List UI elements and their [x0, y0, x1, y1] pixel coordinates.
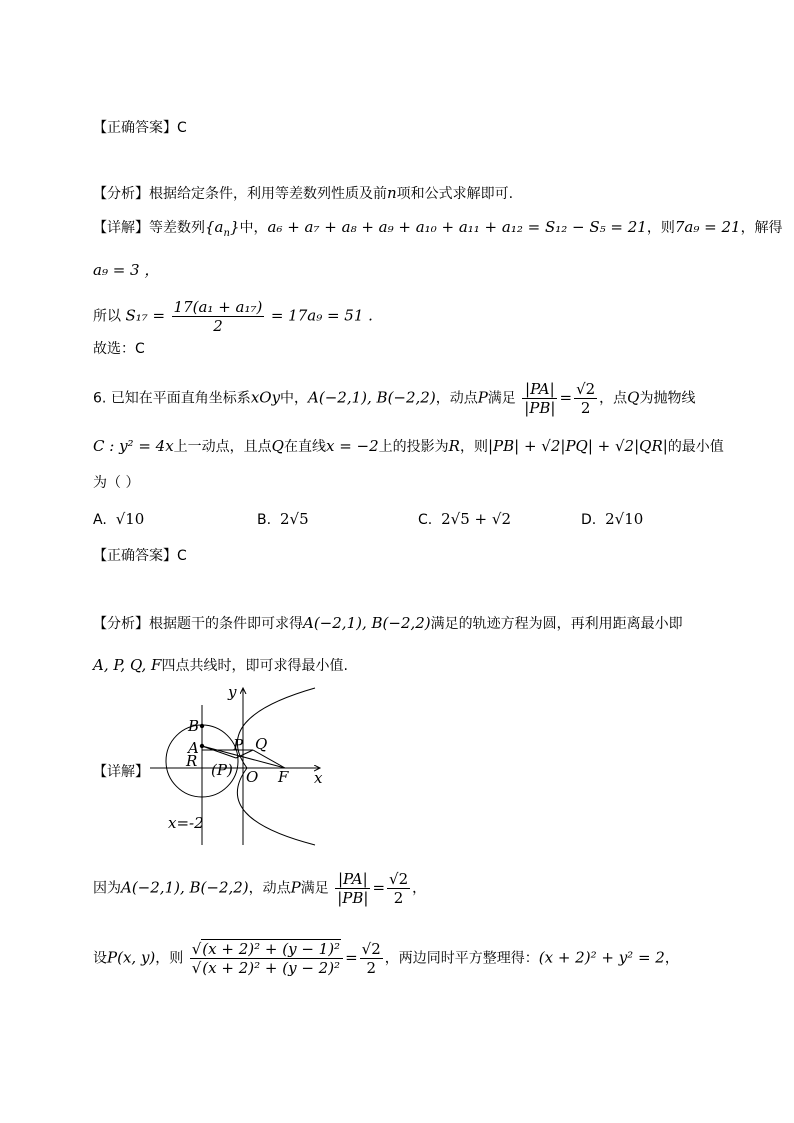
conclusion: 故选：C: [93, 341, 145, 357]
question-line-2: [93, 436, 724, 457]
detail-label-2: 【详解】: [93, 764, 149, 780]
sqrt2-over-2: $\frac{√2}{2}$: [576, 380, 596, 417]
option-a[interactable]: A. √10: [93, 510, 145, 528]
parabola-curve: [237, 688, 315, 845]
q-text: ，点: [599, 390, 628, 407]
points-apqf: A, P, Q, F: [93, 656, 162, 674]
var-n: n: [387, 184, 397, 202]
analysis-label: 【分析】: [93, 186, 149, 202]
var-p: P: [477, 388, 488, 407]
ratio-fraction: $\frac{|PA|}{|PB|}$: [524, 380, 556, 417]
var-r: R: [448, 437, 460, 455]
detail-text: ，动点: [248, 880, 291, 897]
detail-text: ，: [412, 880, 427, 897]
q-text: 为抛物线: [639, 390, 696, 407]
detail-text: ，解得: [740, 220, 783, 236]
label-p2: (P): [211, 761, 233, 779]
detail2-line-1: 因为A(−2,1), B(−2,2)，动点P满足 $\frac{|PA|}{|PB|}$ = $\frac{√2}{2}$ ，: [93, 870, 427, 907]
var-q: Q: [627, 388, 640, 407]
equation: 7a₉ = 21: [674, 218, 741, 236]
q-text: 已知在平面直角坐标系: [110, 390, 251, 407]
circle-equation: (x + 2)² + y² = 2: [538, 948, 665, 967]
detail-result: a₉ = 3 ，: [93, 261, 160, 279]
analysis-line-3: [93, 655, 348, 676]
label-f: F: [278, 768, 289, 786]
analysis-label: 【分析】: [93, 616, 149, 632]
points-ab: A(−2,1), B(−2,2): [121, 878, 249, 897]
point-b: [200, 724, 204, 728]
sum-equation: a₆ + a₇ + a₈ + a₉ + a₁₀ + a₁₁ + a₁₂ = S₁₂ − S₅ = 21: [267, 218, 647, 236]
detail-text: ，则: [155, 950, 184, 967]
var-q: Q: [271, 437, 284, 455]
detail2-line-2: 设P(x, y)，则 $\frac{\text{√(x + 2)² + (y − 1)²}}{\text{√(x + 2)² + (y − 2)²}}$ = $\frac{√2}{2}$ ，两边同时平方整理得：(x + 2)² + y² = 2，: [93, 940, 679, 977]
s17-rhs: = 17a₉ = 51 .: [270, 306, 373, 325]
analysis-line: [93, 183, 513, 204]
analysis-line-2: [93, 613, 683, 634]
label-r: R: [186, 752, 198, 770]
label-q: Q: [255, 735, 268, 753]
coord-system: xOy: [250, 388, 281, 407]
question-line-1: [93, 380, 695, 417]
points-ab: A(−2,1), B(−2,2): [308, 388, 436, 407]
distance-fraction: $\frac{\text{√(x + 2)² + (y − 1)²}}{\text{√(x + 2)² + (y − 2)²}}$: [190, 940, 343, 977]
q-text: 满足: [487, 390, 516, 407]
line-eq: x = −2: [325, 437, 379, 455]
geometry-figure: [150, 683, 340, 853]
label-a: A: [188, 739, 199, 757]
option-d[interactable]: D. 2√10: [581, 510, 644, 528]
so-prefix: 所以: [93, 308, 121, 325]
label-b: B: [188, 717, 200, 735]
label-x: x: [314, 769, 323, 787]
q-text: 上的投影为: [378, 439, 449, 455]
points-ab: A(−2,1), B(−2,2): [303, 614, 431, 632]
analysis-text-end: 项和公式求解即可.: [396, 186, 514, 202]
sqrt2-over-2: $\frac{√2}{2}$: [361, 940, 381, 977]
label-p: P: [233, 736, 244, 754]
question-number: 6.: [93, 390, 107, 407]
min-expression: |PB| + √2|PQ| + √2|QR|: [487, 437, 668, 455]
ratio-fraction: $\frac{|PA|}{|PB|}$: [337, 870, 369, 907]
q-text: 上一动点，且点: [173, 439, 272, 455]
option-b[interactable]: B. 2√5: [257, 510, 309, 528]
detail-text: 满足: [300, 880, 329, 897]
point-p-xy: P(x, y): [107, 948, 156, 967]
detail-text: ，: [664, 950, 679, 967]
analysis-text: 根据给定条件，利用等差数列性质及前: [149, 186, 387, 202]
detail-text: 设: [93, 950, 107, 967]
answer-label: 【正确答案】C: [93, 548, 187, 564]
parabola-eq: C : y² = 4x: [93, 437, 174, 455]
detail-label: 【详解】: [93, 220, 149, 236]
detail-text: ，则: [646, 220, 675, 236]
option-c[interactable]: C. 2√5 + √2: [418, 510, 511, 528]
answer-label: 【正确答案】C: [93, 120, 187, 136]
sequence-notation: $\{a_n\}$: [205, 218, 240, 239]
label-line: x=-2: [168, 814, 204, 832]
sqrt2-over-2: $\frac{√2}{2}$: [389, 870, 409, 907]
q-text: ，动点: [435, 390, 478, 407]
detail-line-1: [93, 217, 783, 244]
s17-fraction: $\frac{\text{17(a₁ + a₁₇)}}{2}$: [173, 298, 263, 335]
label-o: O: [246, 768, 259, 786]
analysis-text: 满足的轨迹方程为圆，再利用距离最小即: [430, 616, 683, 632]
detail-text: 中，: [239, 220, 268, 236]
detail-text: 等差数列: [149, 220, 205, 236]
s17-equation: [93, 298, 373, 335]
var-p: P: [290, 878, 301, 897]
q-text: 中，: [280, 390, 309, 407]
analysis-text: 四点共线时，即可求得最小值.: [161, 658, 348, 674]
question-line-3: 为（ ）: [93, 475, 140, 491]
analysis-text: 根据题干的条件即可求得: [149, 616, 303, 632]
label-y: y: [228, 683, 237, 701]
q-text: 在直线: [283, 439, 326, 455]
detail-text: ，两边同时平方整理得：: [384, 950, 539, 967]
detail-text: 因为: [93, 880, 121, 897]
q-text: 的最小值: [667, 439, 724, 455]
q-text: ，则: [459, 439, 488, 455]
s17-lhs: S₁₇ =: [125, 306, 166, 325]
equals-sign: =: [559, 388, 573, 407]
